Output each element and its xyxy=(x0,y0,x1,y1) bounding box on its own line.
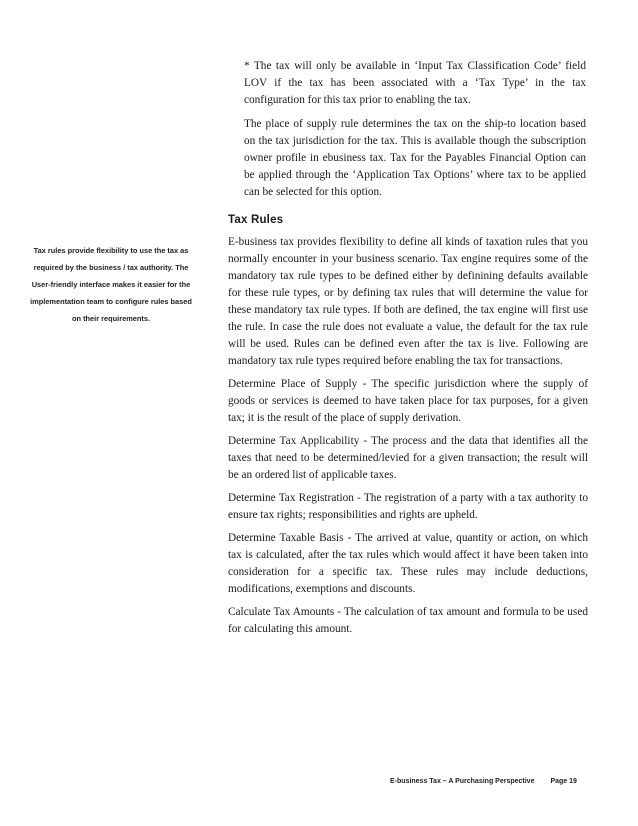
rule-tax-applicability: Determine Tax Applicability - The process and the data that identifies all the taxes that need to be determined/levied for a given transaction; the result will be an ordered list of applicable taxes. xyxy=(228,435,588,481)
place-of-supply-paragraph: The place of supply rule determines the tax on the ship-to location based on the tax jurisdiction for the tax. This is available though the subscription owner profile in ebusiness tax. Tax for the Payables Financial Option can be applied through the ‘Application Tax Options’ where tax to be applied can be selected for this option. xyxy=(244,118,586,198)
tax-rules-intro: E-business tax provides flexibility to define all kinds of taxation rules that you normally encounter in your business scenario. Tax engine requires some of the mandatory tax rule types to be defined either by definining defaults available for these rule types, or by defining tax rules that will determine the value for these mandatory tax rule types. If both are defined, the tax engine will first use the rule. In case the rule does not evaluate a value, the default for the tax rule will be used. Rules can be defined even after the tax is live. Following are mandatory tax rule types required before enabling the tax for transactions. xyxy=(228,236,588,367)
tax-rules-heading: Tax Rules xyxy=(228,214,284,226)
rule-taxable-basis: Determine Taxable Basis - The arrived at value, quantity or action, on which tax is calculated, after the tax rules which would affect it have been taken into consideration for a specific tax. These rules may include deductions, modifications, exemptions and discounts. xyxy=(228,532,588,595)
top-indented-section xyxy=(244,58,586,208)
footer-title: E-business Tax – A Purchasing Perspective xyxy=(390,778,535,785)
rule-tax-registration: Determine Tax Registration - The registration of a party with a tax authority to ensure tax rights; responsibilities and rights are upheld. xyxy=(228,492,588,521)
page-footer xyxy=(390,778,577,785)
sidebar-note: Tax rules provide flexibility to use the tax as required by the business / tax authority. The User-friendly interface makes it easier for the implementation team to configure rules based on their requirements. xyxy=(30,246,192,323)
page-number: Page 19 xyxy=(550,778,577,785)
rule-place-of-supply: Determine Place of Supply - The specific jurisdiction where the supply of goods or services is deemed to have taken place for tax purposes, for a given tax; it is the result of the place of supply derivation. xyxy=(228,378,588,424)
tax-classification-note: * The tax will only be available in ‘Input Tax Classification Code’ field LOV if the tax has been associated with a ‘Tax Type’ in the tax configuration for this tax prior to enabling the tax. xyxy=(244,60,586,106)
rule-calculate-tax-amounts: Calculate Tax Amounts - The calculation of tax amount and formula to be used for calculating this amount. xyxy=(228,606,588,635)
tax-rules-body xyxy=(228,234,588,644)
